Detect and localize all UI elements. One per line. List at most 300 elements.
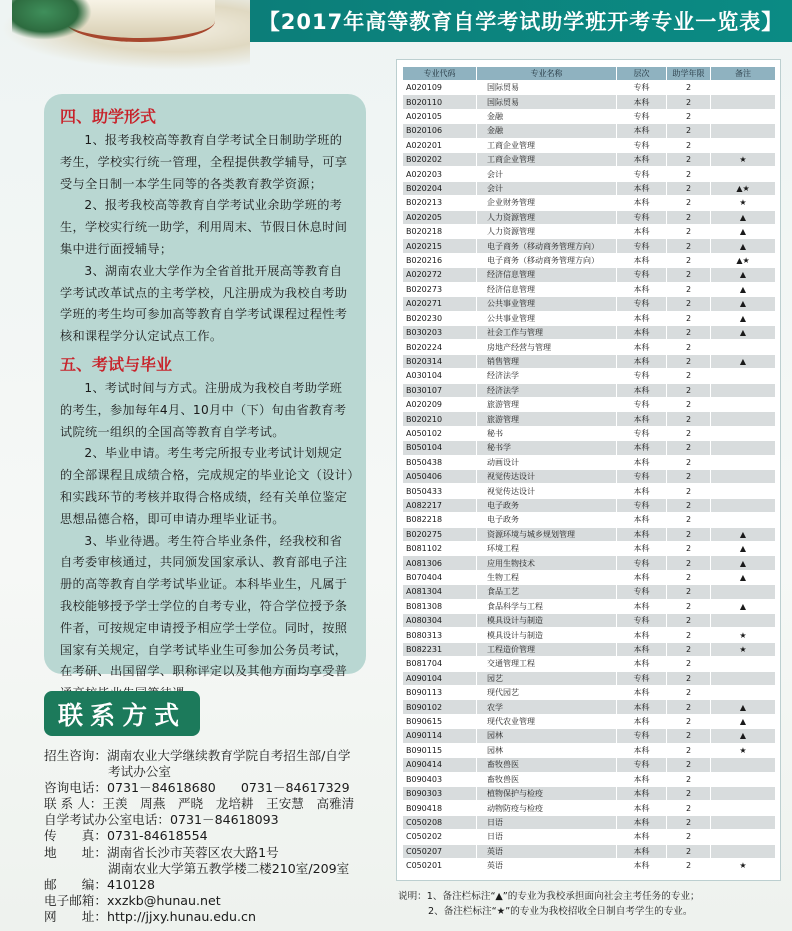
cell-years: 2 xyxy=(667,325,711,339)
cell-code: B090102 xyxy=(403,700,477,714)
table-row xyxy=(403,383,776,397)
table-row xyxy=(403,369,776,383)
table-row xyxy=(403,671,776,685)
cell-level: 本科 xyxy=(617,628,667,642)
column-header-remark: 备注 xyxy=(711,67,776,81)
cell-remark xyxy=(711,513,776,527)
cell-level: 专科 xyxy=(617,109,667,123)
table-row xyxy=(403,758,776,772)
cell-years: 2 xyxy=(667,758,711,772)
cell-level: 本科 xyxy=(617,513,667,527)
cell-code: A081306 xyxy=(403,556,477,570)
cell-remark xyxy=(711,426,776,440)
cell-code: A050406 xyxy=(403,469,477,483)
cell-years: 2 xyxy=(667,671,711,685)
cell-name: 模具设计与制造 xyxy=(477,628,617,642)
cell-code: B050104 xyxy=(403,441,477,455)
cell-level: 本科 xyxy=(617,714,667,728)
table-body xyxy=(403,81,776,873)
cell-remark: ▲★ xyxy=(711,253,776,267)
cell-years: 2 xyxy=(667,167,711,181)
cell-remark: ★ xyxy=(711,743,776,757)
contact-heading: 联系方式 xyxy=(44,691,200,736)
cell-remark: ★ xyxy=(711,858,776,872)
cell-remark xyxy=(711,369,776,383)
cell-years: 2 xyxy=(667,542,711,556)
cell-level: 本科 xyxy=(617,325,667,339)
cell-level: 本科 xyxy=(617,455,667,469)
cell-level: 本科 xyxy=(617,153,667,167)
cell-years: 2 xyxy=(667,570,711,584)
cell-level: 本科 xyxy=(617,383,667,397)
cell-remark: ▲★ xyxy=(711,181,776,195)
cell-level: 专科 xyxy=(617,614,667,628)
cell-remark xyxy=(711,801,776,815)
table-row xyxy=(403,498,776,512)
column-header-code: 专业代码 xyxy=(403,67,477,81)
cell-level: 专科 xyxy=(617,469,667,483)
cell-remark xyxy=(711,686,776,700)
cell-remark xyxy=(711,657,776,671)
cell-remark: ▲ xyxy=(711,210,776,224)
cell-code: C050202 xyxy=(403,830,477,844)
cell-code: B030203 xyxy=(403,325,477,339)
cell-code: A080304 xyxy=(403,614,477,628)
cell-years: 2 xyxy=(667,858,711,872)
paragraph: 3、湖南农业大学作为全省首批开展高等教育自学考试改革试点的主考学校，凡注册成为我校自考助学班的考生均可参加高等教育自学考试课程过程性考核和课程学分认定试点工作。 xyxy=(60,263,348,344)
cell-code: A020203 xyxy=(403,167,477,181)
cell-level: 专科 xyxy=(617,167,667,181)
cell-code: B020230 xyxy=(403,311,477,325)
table-row xyxy=(403,772,776,786)
cell-remark xyxy=(711,340,776,354)
cell-name: 国际贸易 xyxy=(477,95,617,109)
cell-name: 公共事业管理 xyxy=(477,311,617,325)
cell-name: 现代农业管理 xyxy=(477,714,617,728)
cell-code: A020201 xyxy=(403,138,477,152)
cell-code: B020314 xyxy=(403,354,477,368)
cell-name: 园林 xyxy=(477,729,617,743)
table-row xyxy=(403,167,776,181)
cell-code: C050201 xyxy=(403,858,477,872)
cell-remark xyxy=(711,484,776,498)
table-row xyxy=(403,700,776,714)
page-title: 【2017年高等教育自学考试助学班开考专业一览表】 xyxy=(250,0,792,42)
cell-code: A081304 xyxy=(403,585,477,599)
table-row xyxy=(403,513,776,527)
cell-level: 专科 xyxy=(617,498,667,512)
cell-level: 专科 xyxy=(617,585,667,599)
contact-people xyxy=(44,796,374,812)
cell-code: A082217 xyxy=(403,498,477,512)
table-row xyxy=(403,239,776,253)
contact-email xyxy=(44,893,374,909)
table-row xyxy=(403,527,776,541)
cell-years: 2 xyxy=(667,801,711,815)
table-row xyxy=(403,657,776,671)
cell-remark: ▲ xyxy=(711,225,776,239)
cell-code: B020210 xyxy=(403,412,477,426)
cell-remark xyxy=(711,441,776,455)
cell-level: 本科 xyxy=(617,484,667,498)
table-row xyxy=(403,441,776,455)
contact-value: 湖南农业大学第五教学楼二楼210室/209室 xyxy=(108,860,350,876)
cell-remark xyxy=(711,383,776,397)
leaf-decoration xyxy=(12,0,92,40)
contact-label: 邮 编： xyxy=(44,876,107,892)
cell-years: 2 xyxy=(667,412,711,426)
cell-years: 2 xyxy=(667,138,711,152)
table-row xyxy=(403,397,776,411)
cell-code: A020209 xyxy=(403,397,477,411)
cell-remark: ▲ xyxy=(711,527,776,541)
table-row xyxy=(403,686,776,700)
cell-level: 本科 xyxy=(617,700,667,714)
cell-remark xyxy=(711,167,776,181)
cell-level: 专科 xyxy=(617,556,667,570)
cell-level: 本科 xyxy=(617,570,667,584)
table-row xyxy=(403,786,776,800)
cell-code: A020215 xyxy=(403,239,477,253)
cell-name: 国际贸易 xyxy=(477,81,617,95)
cell-remark: ★ xyxy=(711,196,776,210)
contact-zip xyxy=(44,877,374,893)
cell-name: 畜牧兽医 xyxy=(477,772,617,786)
cell-code: A020109 xyxy=(403,81,477,95)
cell-remark xyxy=(711,772,776,786)
cell-code: C050208 xyxy=(403,815,477,829)
cell-name: 秘书学 xyxy=(477,441,617,455)
cell-remark: ★ xyxy=(711,153,776,167)
cell-code: A090104 xyxy=(403,671,477,685)
cell-years: 2 xyxy=(667,369,711,383)
cell-code: A050102 xyxy=(403,426,477,440)
table-row xyxy=(403,614,776,628)
contact-value: 0731－84618680 0731－84617329 xyxy=(106,780,350,796)
cell-years: 2 xyxy=(667,455,711,469)
cell-name: 电子商务（移动商务管理方向） xyxy=(477,239,617,253)
cell-years: 2 xyxy=(667,397,711,411)
cell-years: 2 xyxy=(667,786,711,800)
cell-code: B081102 xyxy=(403,542,477,556)
cell-remark xyxy=(711,830,776,844)
cell-years: 2 xyxy=(667,109,711,123)
cell-level: 本科 xyxy=(617,657,667,671)
cell-name: 电子政务 xyxy=(477,513,617,527)
cell-code: B020106 xyxy=(403,124,477,138)
cell-name: 日语 xyxy=(477,830,617,844)
contact-label: 网 址： xyxy=(44,908,107,924)
majors-table-panel xyxy=(396,59,781,881)
cell-years: 2 xyxy=(667,614,711,628)
cell-years: 2 xyxy=(667,686,711,700)
cell-level: 专科 xyxy=(617,210,667,224)
contact-email-link[interactable]: xxzkb@hunau.net xyxy=(106,892,221,908)
cell-code: B020213 xyxy=(403,196,477,210)
cell-years: 2 xyxy=(667,815,711,829)
cell-name: 经济信息管理 xyxy=(477,282,617,296)
cell-name: 动物防疫与检疫 xyxy=(477,801,617,815)
contact-phone xyxy=(44,780,374,796)
contact-website-link[interactable]: http://jjxy.hunau.edu.cn xyxy=(106,908,256,924)
cell-code: B081308 xyxy=(403,599,477,613)
cell-level: 本科 xyxy=(617,642,667,656)
cell-level: 专科 xyxy=(617,239,667,253)
contact-value: 湖南农业大学继续教育学院自考招生部/自学 xyxy=(106,748,351,763)
cell-remark xyxy=(711,844,776,858)
contact-fax xyxy=(44,828,374,844)
cell-name: 植物保护与检疫 xyxy=(477,786,617,800)
cell-name: 英语 xyxy=(477,858,617,872)
cell-level: 本科 xyxy=(617,412,667,426)
cell-name: 工商企业管理 xyxy=(477,138,617,152)
cell-remark: ▲ xyxy=(711,556,776,570)
cell-code: A090414 xyxy=(403,758,477,772)
contact-enroll xyxy=(44,748,374,764)
table-row xyxy=(403,743,776,757)
cell-code: B020273 xyxy=(403,282,477,296)
cell-years: 2 xyxy=(667,95,711,109)
column-header-name: 专业名称 xyxy=(477,67,617,81)
cell-years: 2 xyxy=(667,484,711,498)
cell-name: 会计 xyxy=(477,167,617,181)
cell-level: 本科 xyxy=(617,196,667,210)
cell-code: B070404 xyxy=(403,570,477,584)
cell-code: B030107 xyxy=(403,383,477,397)
contact-label: 招生咨询： xyxy=(44,748,107,763)
cell-remark xyxy=(711,109,776,123)
table-row xyxy=(403,642,776,656)
cell-years: 2 xyxy=(667,268,711,282)
cell-code: B020275 xyxy=(403,527,477,541)
cell-name: 旅游管理 xyxy=(477,412,617,426)
cell-remark: ▲ xyxy=(711,542,776,556)
cell-level: 本科 xyxy=(617,527,667,541)
cell-code: B082218 xyxy=(403,513,477,527)
cell-level: 本科 xyxy=(617,599,667,613)
contact-value: 410128 xyxy=(106,876,156,892)
cell-level: 本科 xyxy=(617,124,667,138)
cell-level: 本科 xyxy=(617,95,667,109)
table-row xyxy=(403,830,776,844)
cell-name: 电子政务 xyxy=(477,498,617,512)
table-row xyxy=(403,297,776,311)
table-row xyxy=(403,815,776,829)
table-header-row xyxy=(403,67,776,81)
table-row xyxy=(403,153,776,167)
cell-years: 2 xyxy=(667,772,711,786)
cell-name: 日语 xyxy=(477,815,617,829)
cell-years: 2 xyxy=(667,498,711,512)
cell-name: 金融 xyxy=(477,124,617,138)
cell-name: 农学 xyxy=(477,700,617,714)
column-header-level: 层次 xyxy=(617,67,667,81)
table-row xyxy=(403,542,776,556)
cell-level: 专科 xyxy=(617,758,667,772)
cell-level: 专科 xyxy=(617,297,667,311)
cell-level: 专科 xyxy=(617,81,667,95)
cell-remark xyxy=(711,671,776,685)
study-info-panel xyxy=(44,94,366,679)
cell-name: 食品工艺 xyxy=(477,585,617,599)
cell-level: 专科 xyxy=(617,138,667,152)
table-row xyxy=(403,81,776,95)
cell-remark: ▲ xyxy=(711,354,776,368)
cell-name: 应用生物技术 xyxy=(477,556,617,570)
contact-info xyxy=(44,748,374,925)
table-row xyxy=(403,325,776,339)
cell-remark: ★ xyxy=(711,642,776,656)
cell-code: B020204 xyxy=(403,181,477,195)
cell-name: 园艺 xyxy=(477,671,617,685)
contact-office-phone: 自学考试办公室电话：0731－84618093 xyxy=(44,812,279,828)
cell-years: 2 xyxy=(667,585,711,599)
cell-years: 2 xyxy=(667,527,711,541)
cell-code: A090114 xyxy=(403,729,477,743)
cell-name: 经济信息管理 xyxy=(477,268,617,282)
paragraph: 1、考试时间与方式。注册成为我校自考助学班的考生，参加每年4月、10月中（下）旬由省教育考试院统一组织的全国高等教育自学考试。 xyxy=(60,380,347,439)
cell-level: 本科 xyxy=(617,282,667,296)
cell-level: 本科 xyxy=(617,181,667,195)
table-row xyxy=(403,124,776,138)
contact-label: 咨询电话： xyxy=(44,780,107,796)
cell-name: 人力资源管理 xyxy=(477,225,617,239)
cell-remark xyxy=(711,469,776,483)
table-row xyxy=(403,570,776,584)
cell-name: 交通管理工程 xyxy=(477,657,617,671)
table-row xyxy=(403,225,776,239)
table-row xyxy=(403,354,776,368)
contact-website xyxy=(44,909,374,925)
cell-level: 本科 xyxy=(617,354,667,368)
cell-years: 2 xyxy=(667,556,711,570)
cell-code: B090113 xyxy=(403,686,477,700)
cell-code: B090303 xyxy=(403,786,477,800)
table-row xyxy=(403,556,776,570)
cell-remark: ▲ xyxy=(711,325,776,339)
cell-remark: ▲ xyxy=(711,700,776,714)
table-row xyxy=(403,844,776,858)
contact-label: 地 址： xyxy=(44,844,107,860)
cell-years: 2 xyxy=(667,81,711,95)
cell-remark xyxy=(711,758,776,772)
cell-remark xyxy=(711,786,776,800)
cell-code: B082231 xyxy=(403,642,477,656)
cell-remark: ▲ xyxy=(711,714,776,728)
paragraph: 2、报考我校高等教育自学考试业余助学班的考生，学校实行统一助学，利用周末、节假日休息时间集中进行面授辅导； xyxy=(60,198,348,256)
cell-years: 2 xyxy=(667,239,711,253)
cell-level: 专科 xyxy=(617,397,667,411)
cell-level: 本科 xyxy=(617,686,667,700)
cell-years: 2 xyxy=(667,714,711,728)
cell-name: 英语 xyxy=(477,844,617,858)
cell-level: 本科 xyxy=(617,225,667,239)
cell-code: B050438 xyxy=(403,455,477,469)
cell-code: A020105 xyxy=(403,109,477,123)
cell-name: 环境工程 xyxy=(477,542,617,556)
cell-remark xyxy=(711,397,776,411)
table-row xyxy=(403,253,776,267)
cell-remark: ▲ xyxy=(711,239,776,253)
contact-value: 湖南省长沙市芙蓉区农大路1号 xyxy=(106,844,279,860)
cell-level: 本科 xyxy=(617,441,667,455)
cell-name: 畜牧兽医 xyxy=(477,758,617,772)
table-row xyxy=(403,484,776,498)
table-row xyxy=(403,858,776,872)
cell-years: 2 xyxy=(667,426,711,440)
cell-level: 专科 xyxy=(617,426,667,440)
cell-name: 工商企业管理 xyxy=(477,153,617,167)
table-row xyxy=(403,628,776,642)
cell-name: 动画设计 xyxy=(477,455,617,469)
table-row xyxy=(403,729,776,743)
note-line: 说明：1、备注栏标注“▲”的专业为我校承担面向社会主考任务的专业； xyxy=(398,891,700,902)
table-row xyxy=(403,138,776,152)
table-row xyxy=(403,585,776,599)
cell-name: 视觉传达设计 xyxy=(477,484,617,498)
cell-years: 2 xyxy=(667,253,711,267)
cell-code: B080313 xyxy=(403,628,477,642)
table-row xyxy=(403,181,776,195)
cell-years: 2 xyxy=(667,383,711,397)
cell-level: 本科 xyxy=(617,340,667,354)
cell-name: 房地产经营与管理 xyxy=(477,340,617,354)
contact-value: 王羡 周燕 严晓 龙培耕 王安慧 高雅清 xyxy=(102,796,355,812)
cell-code: B020224 xyxy=(403,340,477,354)
cell-level: 本科 xyxy=(617,253,667,267)
table-row xyxy=(403,95,776,109)
cell-code: B081704 xyxy=(403,657,477,671)
cell-remark xyxy=(711,585,776,599)
cell-level: 专科 xyxy=(617,268,667,282)
paragraph: 1、报考我校高等教育自学考试全日制助学班的考生，学校实行统一管理，全程提供教学辅导，可享受与全日制一本学生同等的各类教育教学资源； xyxy=(60,133,348,191)
table-row xyxy=(403,109,776,123)
cell-level: 本科 xyxy=(617,815,667,829)
cell-name: 旅游管理 xyxy=(477,397,617,411)
cell-level: 专科 xyxy=(617,369,667,383)
table-row xyxy=(403,340,776,354)
cell-years: 2 xyxy=(667,181,711,195)
cell-years: 2 xyxy=(667,311,711,325)
cell-years: 2 xyxy=(667,830,711,844)
cell-years: 2 xyxy=(667,354,711,368)
cell-code: B090418 xyxy=(403,801,477,815)
table-row xyxy=(403,801,776,815)
cell-name: 秘书 xyxy=(477,426,617,440)
cell-code: A020272 xyxy=(403,268,477,282)
cell-remark: ▲ xyxy=(711,297,776,311)
cell-years: 2 xyxy=(667,657,711,671)
cell-name: 公共事业管理 xyxy=(477,297,617,311)
cell-level: 本科 xyxy=(617,542,667,556)
cell-years: 2 xyxy=(667,700,711,714)
cell-name: 现代园艺 xyxy=(477,686,617,700)
table-row xyxy=(403,282,776,296)
majors-table xyxy=(402,66,776,873)
cell-years: 2 xyxy=(667,297,711,311)
cell-remark: ▲ xyxy=(711,268,776,282)
cell-code: A030104 xyxy=(403,369,477,383)
table-row xyxy=(403,210,776,224)
contact-value: 考试办公室 xyxy=(108,764,171,780)
cell-remark xyxy=(711,81,776,95)
table-row xyxy=(403,311,776,325)
cell-code: B090115 xyxy=(403,743,477,757)
note-line: 2、备注栏标注“★”的专业为我校招收全日制自考学生的专业。 xyxy=(428,906,693,917)
table-row xyxy=(403,599,776,613)
cell-name: 资源环境与城乡规划管理 xyxy=(477,527,617,541)
cell-years: 2 xyxy=(667,153,711,167)
